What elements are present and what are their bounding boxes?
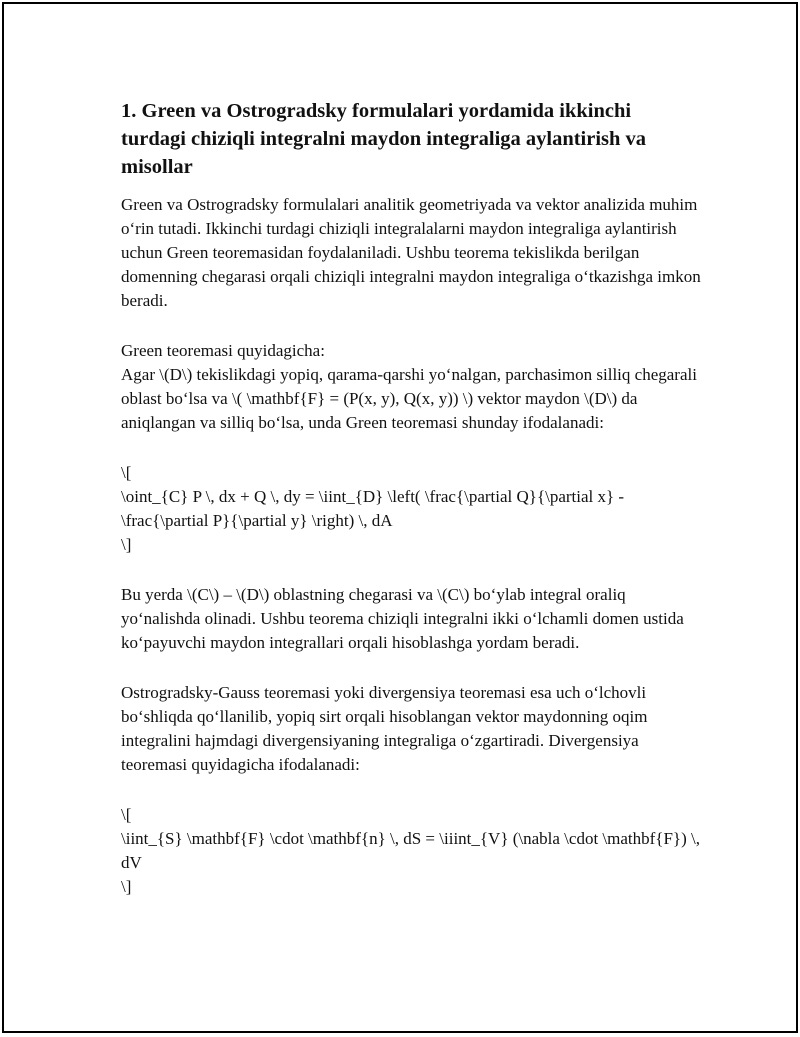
document-body: [121, 97, 701, 925]
paragraph-green-explanation: Bu yerda \(C\) – \(D\) oblastning chegarasi va \(C\) bo‘ylab integral oraliq yo‘nalishda olinadi. Ushbu teorema chiziqli integralni ikki o‘lchamli domen ustida ko‘payuvchi maydon integrallari orqali hisoblashga yordam beradi.: [121, 585, 684, 652]
paragraph-divergence-theorem: Ostrogradsky-Gauss teoremasi yoki divergensiya teoremasi esa uch o‘lchovli bo‘shliqda qo‘llanilib, yopiq sirt orqali hisoblangan vektor maydonning oqim integralini hajmdagi divergensiyaning integraliga o‘zgartiradi. Divergensiya teoremasi quyidagicha ifodalanadi:: [121, 683, 648, 774]
formula-green: \[ \oint_{C} P \, dx + Q \, dy = \iint_{D} \left( \frac{\partial Q}{\partial x} - \frac{\partial P}{\partial y} \right) \, dA \]: [121, 463, 625, 554]
section-heading: 1. Green va Ostrogradsky formulalari yordamida ikkinchi turdagi chiziqli integralni maydon integraliga aylantirish va misollar: [121, 100, 647, 178]
paragraph-intro: Green va Ostrogradsky formulalari analitik geometriyada va vektor analizida muhim o‘rin tutadi. Ikkinchi turdagi chiziqli integralalarni maydon integraliga aylantirish uchun Green teoremasidan foydalaniladi. Ushbu teorema tekislikda berilgan domenning chegarasi orqali chiziqli integralni maydon integraliga o‘tkazishga imkon beradi.: [121, 195, 701, 310]
document-page: [2, 2, 798, 1033]
paragraph-green-theorem: Green teoremasi quyidagicha: Agar \(D\) tekislikdagi yopiq, qarama-qarshi yo‘nalgan, parchasimon silliq chegarali oblast bo‘lsa va \( \mathbf{F} = (P(x, y), Q(x, y)) \) vektor maydon \(D\) da aniqlangan va silliq bo‘lsa, unda Green teoremasi shunday ifodalanadi:: [121, 341, 697, 432]
formula-divergence: \[ \iint_{S} \mathbf{F} \cdot \mathbf{n} \, dS = \iiint_{V} (\nabla \cdot \mathbf{F}) \, dV \]: [121, 805, 700, 896]
